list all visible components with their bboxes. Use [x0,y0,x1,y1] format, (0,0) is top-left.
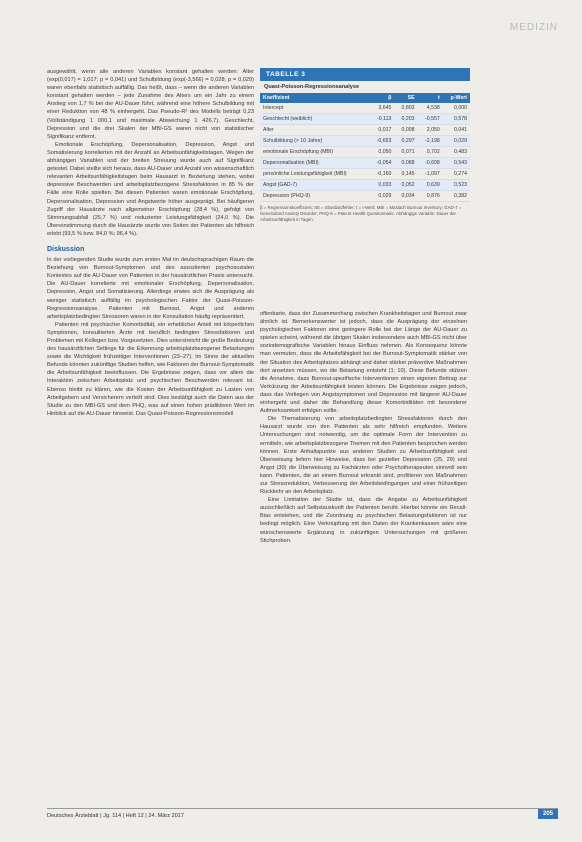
left-paragraph-2: Emotionale Erschöpfung, Depersonalisation, Depression, Angst und Somatisierung korrelierten mit der Anzahl an Arbeitsunfähigkeitstagen. Wegen der abhängigen Variablen und der breiten Streuung wurde auch auf Signifikanz getestet. Dabei stellte sich heraus, dass AU-Dauer und Anzahl von wissenschaftlich relevanten Arbeitsunfähigkeitstagen beim Hausarzt in Beziehung stehen, wobei depressive Beschwerden und arbeitsplatzbezogene Stressfaktoren in 85 % der Fälle eine Rolle spielten. Bei diesen Patienten waren emotionale Erschöpfung, Depersonalisation, Depression und Angstwerte höher ausgeprägt. Bei häufigeren Zugriff der Hausärzte nach allgemeiner Erschöpfung (28,4 %), gefolgt von Stimmungsabfall (25,7 %) und reduzierter Leistungsfähigkeit (24,0 %). Die Übereinstimmung durch die Hausärzte wurde von Seiten der Patienten als hilfreich erlebt (93,5 % bzw. 84,0 %; 96,4 %). [47,141,254,237]
table-row [260,158,470,169]
table-row [260,136,470,147]
footer-citation: Deutsches Ärzteblatt | Jg. 114 | Heft 12 | 24. März 2017 [47,813,185,819]
table-head: TABELLE 3 [260,68,470,81]
table-cell: Geschlecht (weiblich) [260,114,369,125]
table-cell: 0,297 [394,136,417,147]
table-note: β = Regressionskoeffizient; SE = Standardfehler; t = t-Wert; MBI = Maslach Burnout Inventory; GAD-7 = Generalized Anxiety Disorder; PHQ-9 = Patient Health Questionnaire. Abhängige Variable: Dauer der Arbeitsunfähigkeit in Tagen. [260,205,462,222]
table-row [260,191,470,202]
table-col-header: t [418,93,443,103]
table-cell: 0,029 [443,136,470,147]
table-cell: emotionale Erschöpfung (MBI) [260,147,369,158]
table-cell: 0,876 [418,191,443,202]
table-cell: -0,160 [369,169,394,180]
section-label: MEDIZIN [509,22,558,33]
table-cell: -2,198 [418,136,443,147]
table-row [260,114,470,125]
table-cell: 2,050 [418,125,443,136]
table-cell: 0,274 [443,169,470,180]
table-cell: persönliche Leistungsfähigkeit (MBI) [260,169,369,180]
table-cell: 0,483 [443,147,470,158]
table-cell: Alter [260,125,369,136]
table-row [260,147,470,158]
table-cell: 0,088 [394,158,417,169]
table-cell: 0,050 [369,147,394,158]
table-cell: 3,645 [369,103,394,114]
table-cell: -0,653 [369,136,394,147]
table-cell: -0,608 [418,158,443,169]
table-cell: 0,029 [369,191,394,202]
table-row [260,103,470,114]
footer-rule [47,808,558,809]
table-cell: 0,203 [394,114,417,125]
table-cell: -0,557 [418,114,443,125]
table-cell: 0,071 [394,147,417,158]
table-row [260,125,470,136]
table-cell: Intercept [260,103,369,114]
discussion-heading: Diskussion [47,245,85,253]
table-cell: Angst (GAD-7) [260,180,369,191]
table-col-header: Koeffizient [260,93,369,103]
table-col-header: β [369,93,394,103]
table-cell: 0,000 [443,103,470,114]
table-cell: Depersonalisation (MBI) [260,158,369,169]
table-cell: 0,702 [418,147,443,158]
table-cell: 0,034 [394,191,417,202]
table-row [260,180,470,191]
table-cell: -0,113 [369,114,394,125]
table-col-header: SE [394,93,417,103]
table-grid [260,93,470,202]
table-col-header: p-Wert [443,93,470,103]
left-paragraph-1: ausgewählt, wenn alle anderen Variablen konstant gehalten werden: Alter (exp(0,017) = 1,017; p = 0,041) und Schulbildung (exp(-3,566) = 0,028; p = 0,029) waren ebenfalls statistisch auffällig. Das heißt, dass – wenn die anderen Variablen konstant gehalten werden – jede Zunahme des Alters um ein Jahr zu einem Anstieg von 1,7 % bei der AU-Dauer führt, während eine höhere Schulbildung mit einer Reduktion von 48 % einhergeht. Das Pseudo-R² des Modells beträgt 0,23 (Vollständigung 1 000,1 und maximale Abweichung 1 426,7). Geschlecht, Depression und die drei Skalen der MBI-GS waren nicht von statistischer Signifikanz entfernt. [47,69,254,140]
right-paragraph-2: Die Thematisierung von arbeitsplatzbedingten Stressfaktoren durch den Hausarzt wurde von den Patienten als sehr hilfreich empfunden. Weitere Untersuchungen sind notwendig, um die optimale Form der Intervention zu ermitteln, wie arbeitsplatzbezogene Themen mit den Patienten besprochen werden können. Erste Anhaltspunkte aus anderen Studien zu Arbeitsunfähigkeit und Überweisung liefern hier Hinweise, dass bei gezielter Depression (25, 29) und Angst (30) die Überweisung zu Fachärzten oder Psychotherapeuten sinnvoll sein kann. Patienten, die an einem Burnout erkrankt sind, profitieren von Maßnahmen zur Stressreduktion, Verbesserung der Arbeitsbedingungen und einer frühzeitigen Rückkehr an den Arbeitsplatz. [260,416,467,496]
table-cell: 0,033 [369,180,394,191]
page-number: 205 [538,809,558,819]
discussion-paragraph-1: In der vorliegenden Studie wurde zum ersten Mal im deutschsprachigen Raum die Beziehung von Burnout-Symptomen und des assoziierten psychosozialen Kontextes auf die AU-Dauer von Patienten in der hausärztlichen Praxis untersucht. Die AU-Dauer korrelierte mit emotionaler Erschöpfung, Depersonalisation, Depression, Angst und Somatisierung. Allerdings erwies sich die Ausprägung als weniger statistisch auffällig im psychologischen Faktor der Quasi-Poisson-Regressionsanalyse. Patienten mit Burnout, Angst und anderen arbeitsplatzbedingten Stressoren waren in der Konsultation häufig repräsentiert. [47,257,254,320]
table-cell: 0,041 [443,125,470,136]
table-cell: 4,538 [418,103,443,114]
left-column [47,68,254,418]
table-cell: 0,145 [394,169,417,180]
table-cell: 0,008 [394,125,417,136]
right-paragraph-1: offenbarte, dass der Zusammenhang zwischen Krankheitstagen und Burnout zwar ähnlich ist. Bemerkenswerter ist jedoch, dass die Ausprägung der einzelnen psychologischen Faktoren eine geringere Rolle bei der Länge der AU-Dauer zu spielen scheint, während die übrigen Skalen insbesondere auch MBI-GS nicht über soziodemografische Variablen hinaus Einfluss nehmen. Als Konsequenz könnte man vermuten, dass die Arbeitsfähigkeit bei der Burnout-Symptomatik stärker von der Situation des Arbeitsplatzes abhängt und daher stärker präventive Maßnahmen dort ansetzen müssen, wo die Belastung entsteht (1; 10). Diese Befunde stützen die Annahme, dass Burnout-spezifische Interventionen einen eigenen Beitrag zur Verkürzung der Arbeitsunfähigkeit leisten können. Die Ergebnisse zeigen jedoch, dass das Vorliegen von Angstsymptomen und Depression mit längerer AU-Dauer einhergeht und daher die Behandlung dieser Komorbiditäten mit besonderer Aufmerksamkeit erfolgen sollte. [260,311,467,415]
table-cell: 0,578 [443,114,470,125]
table-cell: 0,803 [394,103,417,114]
right-paragraph-3: Eine Limitation der Studie ist, dass die Angabe zu Arbeitsunfähigkeit ausschließlich auf Selbstauskunft der Patienten beruht. Hierbei könnte ein Recall-Bias entstehen, und die Zuordnung zu psychischen Belastungsfaktoren ist nur bedingt möglich. Eine Verknüpfung mit den Daten der Krankenkassen wäre eine wünschenswerte Ergänzung in zukünftigen Untersuchungen mit größeren Stichproben. [260,497,467,544]
table-cell: Schulbildung (> 10 Jahre) [260,136,369,147]
regression-table [260,68,470,223]
table-cell: 0,639 [418,180,443,191]
table-cell: 0,017 [369,125,394,136]
table-cell: 0,543 [443,158,470,169]
discussion-paragraph-2: Patienten mit psychischer Komorbidität, ein erheblicher Anteil mit körperlichen Symptomen, konsultierten Ärzte mit beruflich bedingten Stressfaktoren und Problemen mit Kollegen bzw. Vorgesetzten. Dies unterstreicht die große Bedeutung des hausärztlichen Settings für die Erkennung arbeitsplatzbezogener Belastungen sowie die Wichtigkeit frühzeitiger Interventionen (23–27). Im Sinne der aktuellen Befunde könnten zukünftige Studien helfen, wie Faktoren der Burnout-Symptomatik die Arbeitsunfähigkeit beeinflussen. Die Ergebnisse zeigen, dass vor allem die Interaktion zwischen Arbeitsplatz und psychischen Beschwerden relevant ist. Ebenso bleibt zu klären, wie die Kosten der Arbeitsunfähigkeit zu Lasten von Arbeitgebern und Versicherern verteilt sind. Dies bestätigt auch die Daten aus der Studie zu den MBI-GS und dem PHQ, was auf einen hohen prädiktiven Wert im Hinblick auf die AU-Dauer hinweist. Das Quasi-Poisson-Regressionsmodell [47,321,254,417]
table-cell: Depression (PHQ-9) [260,191,369,202]
table-cell: 0,052 [394,180,417,191]
table-subtitle: Quasi-Poisson-Regressionsanalyse [264,84,360,90]
table-cell: 0,382 [443,191,470,202]
right-column [260,310,467,545]
table-row [260,169,470,180]
table-cell: -0,054 [369,158,394,169]
table-cell: 0,523 [443,180,470,191]
table-cell: -1,097 [418,169,443,180]
